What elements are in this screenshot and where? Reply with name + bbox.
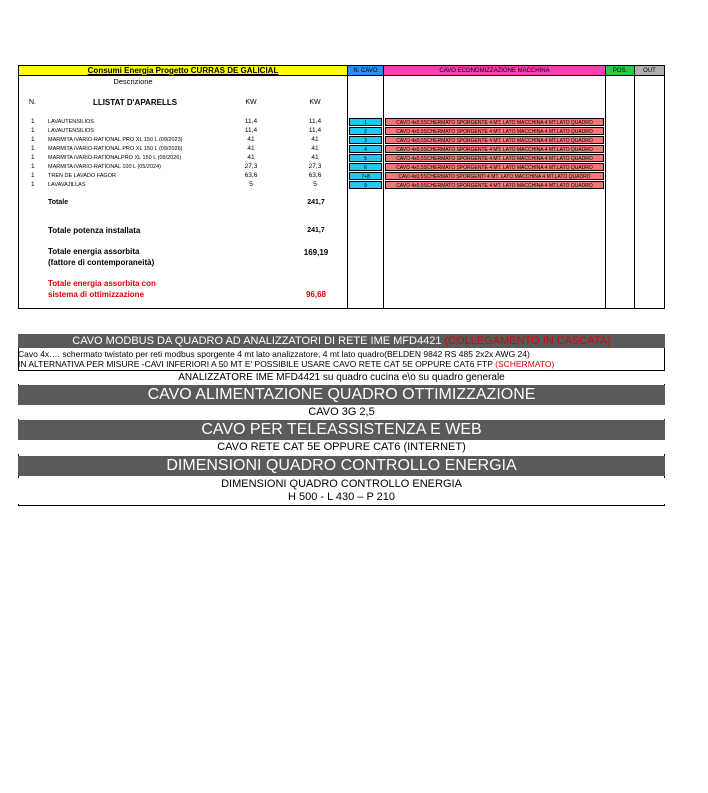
row-kw2: 11,4 bbox=[308, 118, 322, 125]
col-divider bbox=[605, 65, 606, 309]
row-name: MARMITA iVARIO-RATIONAL PRO XL 150 L (09/2023) bbox=[48, 137, 183, 143]
header-n-cavo: N. CAVO bbox=[347, 65, 384, 76]
row-cavo-description: CAVO 4x0,5SCHERMATO SPORGENTE 4 MT. LATO MACCHINA 4 MT.LATO QUADRO bbox=[385, 136, 604, 144]
row-kw1: 27,3 bbox=[244, 163, 258, 170]
modbus-line-2: IN ALTERNATIVA PER MISURE -CAVI INFERIORI A 50 MT E' POSSIBILE USARE CAVO RETE CAT 5E OPPURE CAT6 FTP bbox=[18, 359, 496, 369]
header-out: OUT bbox=[634, 65, 665, 76]
energia-label-2: (fattore di contemporaneità) bbox=[48, 258, 155, 267]
row-cavo-description: CAVI 4x0,5SCHERMATO SPORGENTI 4 MT. LATO MACCHINA 4 MT.LATO QUADRO bbox=[385, 172, 604, 180]
ottim-label-1: Totale energia assorbita con bbox=[48, 279, 156, 288]
row-cavo-number: 3 bbox=[349, 136, 382, 144]
row-cavo-number: 6 bbox=[349, 163, 382, 171]
row-cavo-number: 7+8 bbox=[349, 172, 382, 180]
totale-value: 241,7 bbox=[307, 199, 325, 206]
row-name: MARMITA iVARIO-RATIONAL 100 L (05/2024) bbox=[48, 164, 161, 170]
row-kw1: 11,4 bbox=[244, 127, 258, 134]
ottim-value: 96,68 bbox=[305, 290, 327, 299]
teleassistenza-title: CAVO PER TELEASSISTENZA E WEB bbox=[18, 420, 665, 440]
row-kw1: 41 bbox=[247, 154, 255, 161]
potenza-label: Totale potenza installata bbox=[48, 226, 141, 235]
dimensioni-value-2: H 500 - L 430 – P 210 bbox=[18, 491, 665, 504]
row-n: 1 bbox=[31, 181, 35, 188]
kw1-label: KW bbox=[245, 99, 257, 106]
header-cavo-economizzazione: CAVO ECONOMIZZAZIONE MACCHINA bbox=[383, 65, 606, 76]
col-divider bbox=[383, 65, 384, 309]
row-name: LAVAUTENSILIOS bbox=[48, 128, 94, 134]
modbus-line-1: Cavo 4x…. schermato twistato per reti modbus sporgente 4 mt lato analizzatore, 4 mt lato quadro(BELDEN 9842 RS 485 2x2x AWG 24) bbox=[18, 349, 530, 359]
alimentazione-value: CAVO 3G 2,5 bbox=[18, 405, 665, 419]
row-kw2: 27,3 bbox=[308, 163, 322, 170]
llistat-label: LLISTAT D'APARELLS bbox=[92, 98, 178, 107]
kw2-label: KW bbox=[309, 99, 321, 106]
row-kw2: 41 bbox=[311, 136, 319, 143]
row-kw1: 41 bbox=[247, 145, 255, 152]
row-cavo-description: CAVO 4x0,5SCHERMATO SPORGENTE 4 MT. LATO MACCHINA 4 MT.LATO QUADRO bbox=[385, 163, 604, 171]
row-cavo-description: CAVO 4x0,5SCHERMATO SPORGENTE 4 MT. LATO MACCHINA 4 MT.LATO QUADRO bbox=[385, 145, 604, 153]
energia-label-1: Totale energia assorbita bbox=[48, 247, 140, 256]
row-n: 1 bbox=[31, 154, 35, 161]
row-cavo-number: 9 bbox=[349, 181, 382, 189]
row-cavo-description: CAVO 4x0,5SCHERMATO SPORGENTE 4 MT. LATO MACCHINA 4 MT.LATO QUADRO bbox=[385, 181, 604, 189]
row-cavo-number: 2 bbox=[349, 127, 382, 135]
row-cavo-description: CAVO 4x0,5SCHERMATO SPORGENTE 4 MT. LATO MACCHINA 4 MT.LATO QUADRO bbox=[385, 154, 604, 162]
row-n: 1 bbox=[31, 118, 35, 125]
totale-label: Totale bbox=[48, 199, 69, 206]
modbus-title-bar bbox=[18, 334, 665, 348]
row-n: 1 bbox=[31, 172, 35, 179]
potenza-value: 241,7 bbox=[307, 227, 325, 234]
row-kw1: 63,6 bbox=[244, 172, 258, 179]
row-kw2: 63,6 bbox=[308, 172, 322, 179]
energia-value: 169,19 bbox=[303, 248, 329, 257]
row-cavo-description: CAVO 4x0,5SCHERMATO SPORGENTE 4 MT. LATO MACCHINA 4 MT.LATO QUADRO bbox=[385, 127, 604, 135]
col-n-label: N. bbox=[29, 99, 36, 106]
row-name: LAVAVAJILLAS bbox=[48, 182, 86, 188]
row-kw1: 41 bbox=[247, 136, 255, 143]
header-pos: POS. bbox=[605, 65, 635, 76]
modbus-line-3: ANALIZZATORE IME MFD4421 su quadro cucina e\o su quadro generale bbox=[18, 371, 665, 384]
row-kw1: 5 bbox=[249, 181, 253, 188]
row-cavo-number: 1 bbox=[349, 118, 382, 126]
row-kw1: 11,4 bbox=[244, 118, 258, 125]
row-n: 1 bbox=[31, 136, 35, 143]
row-cavo-description: CAVO 4x0,5SCHERMATO SPORGENTE 4 MT. LATO MACCHINA 4 MT.LATO QUADRO bbox=[385, 118, 604, 126]
row-cavo-number: 4 bbox=[349, 145, 382, 153]
row-n: 1 bbox=[31, 163, 35, 170]
modbus-title: CAVO MODBUS DA QUADRO AD ANALIZZATORI DI RETE IME MFD4421 bbox=[72, 335, 445, 347]
row-kw2: 5 bbox=[313, 181, 317, 188]
modbus-title-note: (COLLEGAMENTO IN CASCATA) bbox=[444, 335, 611, 347]
dimensioni-value-1: DIMENSIONI QUADRO CONTROLLO ENERGIA bbox=[18, 478, 665, 491]
teleassistenza-value: CAVO RETE CAT 5E OPPURE CAT6 (INTERNET) bbox=[18, 440, 665, 454]
row-kw2: 41 bbox=[311, 154, 319, 161]
row-name: LAVAUTENSILIOS bbox=[48, 119, 94, 125]
row-name: TREN DE LAVADO FAGOR bbox=[48, 173, 116, 179]
row-n: 1 bbox=[31, 127, 35, 134]
table-title: Consumi Energia Progetto CURRAS DE GALICIAL bbox=[18, 65, 348, 76]
row-kw2: 41 bbox=[311, 145, 319, 152]
row-cavo-number: 5 bbox=[349, 154, 382, 162]
dimensioni-title: DIMENSIONI QUADRO CONTROLLO ENERGIA bbox=[18, 456, 665, 476]
row-name: MARMITA iVARIO-RATIONAL PRO XL 150 L (09/2026) bbox=[48, 146, 183, 152]
modbus-line-2-note: (SCHERMATO) bbox=[495, 359, 555, 369]
col-divider bbox=[634, 65, 635, 309]
col-divider bbox=[347, 65, 348, 309]
modbus-line-2-wrap bbox=[18, 359, 665, 369]
ottim-label-2: sistema di ottimizzazione bbox=[48, 290, 145, 299]
row-n: 1 bbox=[31, 145, 35, 152]
descrizione-label: Descrizione bbox=[113, 77, 153, 86]
alimentazione-title: CAVO ALIMENTAZIONE QUADRO OTTIMIZZAZIONE bbox=[18, 385, 665, 405]
row-name: MARMITA iVARIO-RATIONALPRO XL 150 L (09/2026) bbox=[48, 155, 182, 161]
row-kw2: 11,4 bbox=[308, 127, 322, 134]
